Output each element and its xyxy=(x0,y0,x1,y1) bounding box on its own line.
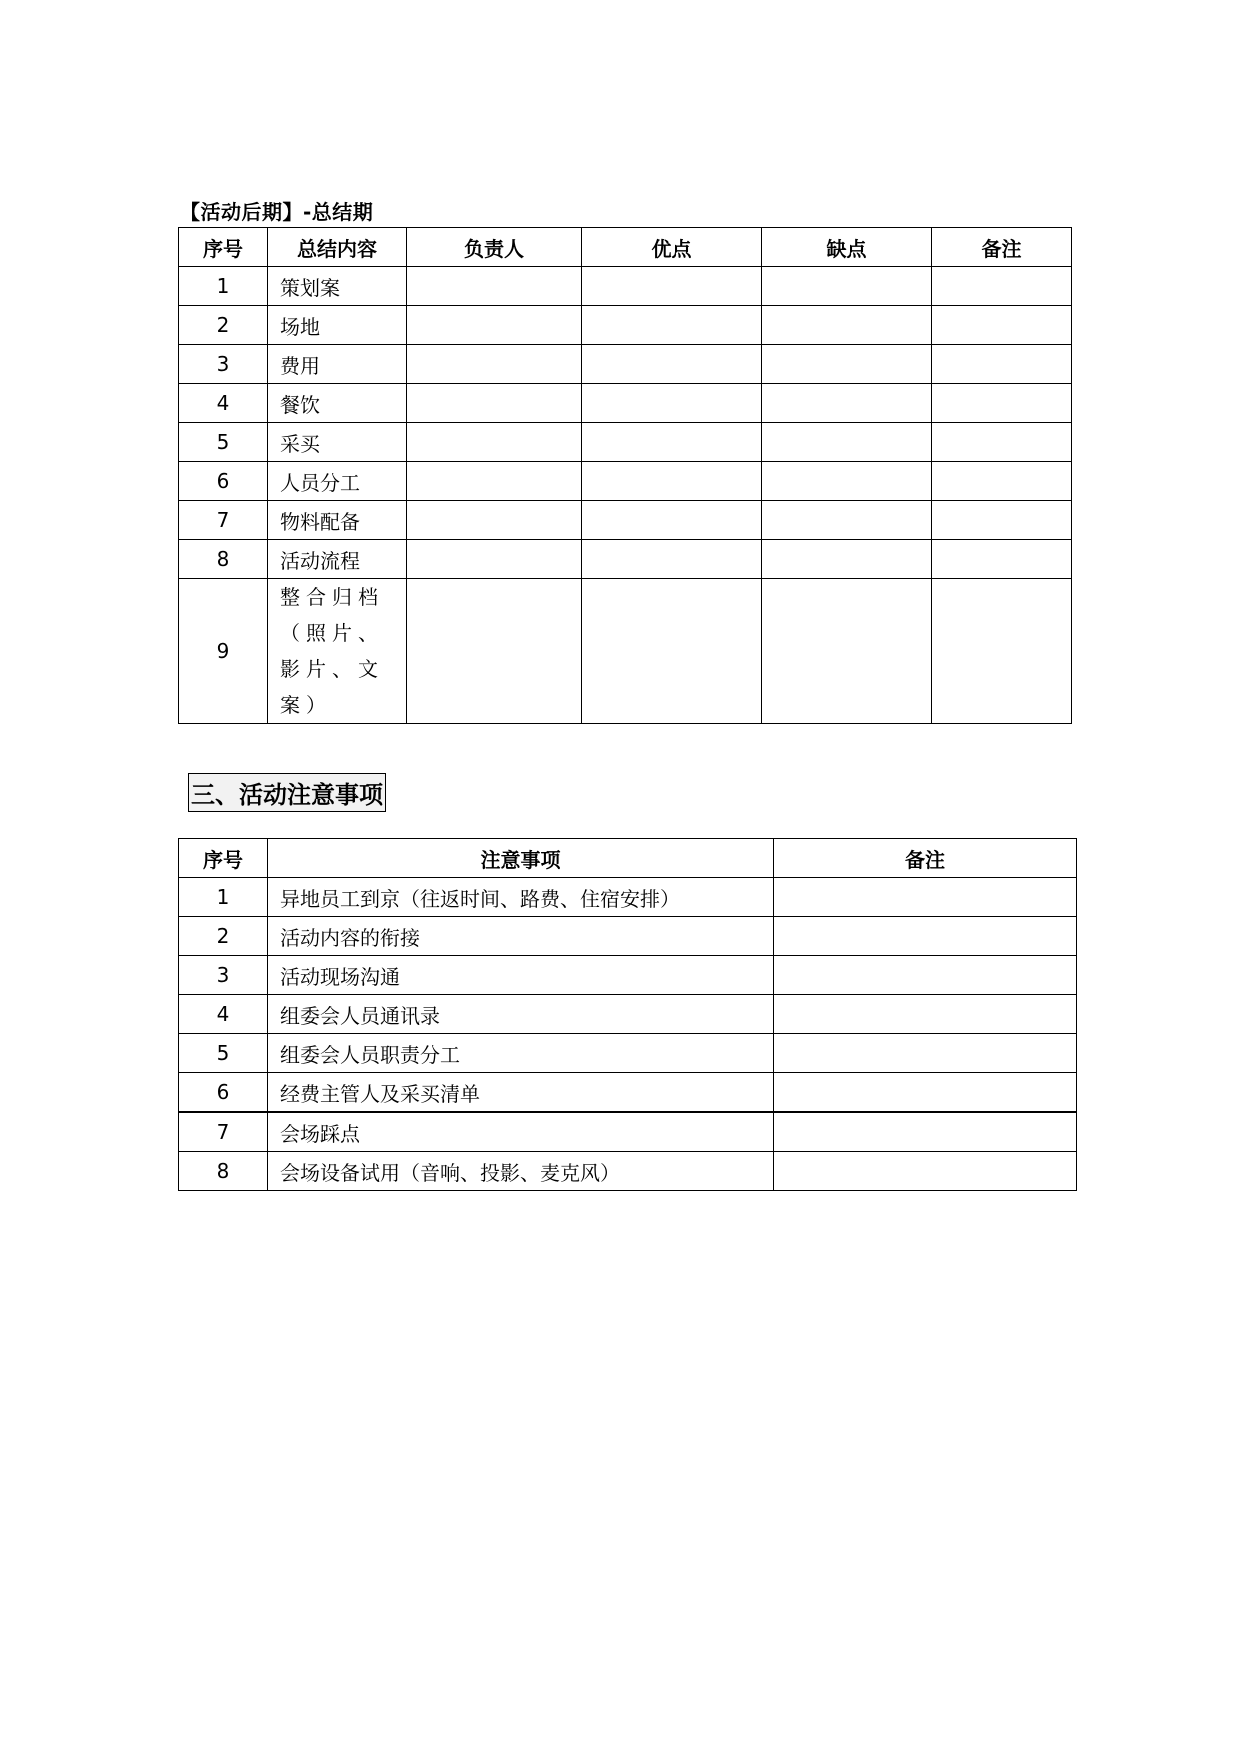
row-number: 7 xyxy=(179,501,268,540)
table-row xyxy=(179,579,1072,724)
cons-cell[interactable] xyxy=(762,345,932,384)
remarks-cell[interactable] xyxy=(774,1152,1077,1191)
remarks-cell[interactable] xyxy=(932,306,1072,345)
note-item: 活动现场沟通 xyxy=(268,956,774,995)
summary-content: 人员分工 xyxy=(268,462,407,501)
table-row xyxy=(179,917,1077,956)
summary-content: 场地 xyxy=(268,306,407,345)
notes-table xyxy=(178,838,1077,1191)
remarks-cell[interactable] xyxy=(774,1112,1077,1152)
cons-cell[interactable] xyxy=(762,462,932,501)
table-row xyxy=(179,1034,1077,1073)
column-header: 总结内容 xyxy=(268,228,407,267)
cons-cell[interactable] xyxy=(762,267,932,306)
remarks-cell[interactable] xyxy=(774,917,1077,956)
summary-section-label: 【活动后期】-总结期 xyxy=(180,200,374,224)
remarks-cell[interactable] xyxy=(932,267,1072,306)
summary-table xyxy=(178,227,1072,724)
remarks-cell[interactable] xyxy=(932,540,1072,579)
row-number: 5 xyxy=(179,1034,268,1073)
remarks-cell[interactable] xyxy=(774,1034,1077,1073)
column-header: 序号 xyxy=(179,839,268,878)
table-row xyxy=(179,995,1077,1034)
row-number: 3 xyxy=(179,956,268,995)
owner-cell[interactable] xyxy=(407,306,582,345)
summary-content: 物料配备 xyxy=(268,501,407,540)
remarks-cell[interactable] xyxy=(774,956,1077,995)
note-item: 活动内容的衔接 xyxy=(268,917,774,956)
table-row xyxy=(179,540,1072,579)
remarks-cell[interactable] xyxy=(774,878,1077,917)
pros-cell[interactable] xyxy=(582,267,762,306)
summary-content: 费用 xyxy=(268,345,407,384)
column-header: 备注 xyxy=(774,839,1077,878)
cons-cell[interactable] xyxy=(762,579,932,724)
table-header-row xyxy=(179,228,1072,267)
pros-cell[interactable] xyxy=(582,462,762,501)
table-row xyxy=(179,878,1077,917)
row-number: 4 xyxy=(179,995,268,1034)
owner-cell[interactable] xyxy=(407,579,582,724)
table-row xyxy=(179,423,1072,462)
row-number: 5 xyxy=(179,423,268,462)
table-row xyxy=(179,956,1077,995)
notes-section-heading: 三、活动注意事项 xyxy=(188,773,386,812)
row-number: 1 xyxy=(179,267,268,306)
column-header: 备注 xyxy=(932,228,1072,267)
column-header: 负责人 xyxy=(407,228,582,267)
owner-cell[interactable] xyxy=(407,501,582,540)
remarks-cell[interactable] xyxy=(932,345,1072,384)
owner-cell[interactable] xyxy=(407,267,582,306)
note-item: 经费主管人及采买清单 xyxy=(268,1073,774,1113)
pros-cell[interactable] xyxy=(582,423,762,462)
column-header: 缺点 xyxy=(762,228,932,267)
note-item: 组委会人员职责分工 xyxy=(268,1034,774,1073)
owner-cell[interactable] xyxy=(407,423,582,462)
summary-content: 整合归档（照片、影片、文案） xyxy=(268,579,407,724)
row-number: 9 xyxy=(179,579,268,724)
note-item: 会场踩点 xyxy=(268,1112,774,1152)
owner-cell[interactable] xyxy=(407,462,582,501)
cons-cell[interactable] xyxy=(762,540,932,579)
row-number: 6 xyxy=(179,1073,268,1113)
pros-cell[interactable] xyxy=(582,540,762,579)
remarks-cell[interactable] xyxy=(932,423,1072,462)
table-row xyxy=(179,1073,1077,1113)
remarks-cell[interactable] xyxy=(932,384,1072,423)
pros-cell[interactable] xyxy=(582,579,762,724)
row-number: 6 xyxy=(179,462,268,501)
cons-cell[interactable] xyxy=(762,306,932,345)
summary-content: 采买 xyxy=(268,423,407,462)
pros-cell[interactable] xyxy=(582,501,762,540)
note-item: 会场设备试用（音响、投影、麦克风） xyxy=(268,1152,774,1191)
column-header: 优点 xyxy=(582,228,762,267)
cons-cell[interactable] xyxy=(762,384,932,423)
pros-cell[interactable] xyxy=(582,345,762,384)
note-item: 组委会人员通讯录 xyxy=(268,995,774,1034)
table-row xyxy=(179,1112,1077,1152)
remarks-cell[interactable] xyxy=(932,462,1072,501)
owner-cell[interactable] xyxy=(407,345,582,384)
row-number: 8 xyxy=(179,540,268,579)
row-number: 4 xyxy=(179,384,268,423)
row-number: 3 xyxy=(179,345,268,384)
row-number: 7 xyxy=(179,1112,268,1152)
row-number: 8 xyxy=(179,1152,268,1191)
column-header: 注意事项 xyxy=(268,839,774,878)
note-item: 异地员工到京（往返时间、路费、住宿安排） xyxy=(268,878,774,917)
owner-cell[interactable] xyxy=(407,540,582,579)
row-number: 1 xyxy=(179,878,268,917)
table-header-row xyxy=(179,839,1077,878)
pros-cell[interactable] xyxy=(582,306,762,345)
column-header: 序号 xyxy=(179,228,268,267)
table-row xyxy=(179,1152,1077,1191)
remarks-cell[interactable] xyxy=(774,995,1077,1034)
summary-content: 餐饮 xyxy=(268,384,407,423)
table-row xyxy=(179,345,1072,384)
table-row xyxy=(179,267,1072,306)
remarks-cell[interactable] xyxy=(932,501,1072,540)
cons-cell[interactable] xyxy=(762,423,932,462)
owner-cell[interactable] xyxy=(407,384,582,423)
remarks-cell[interactable] xyxy=(774,1073,1077,1113)
table-row xyxy=(179,462,1072,501)
table-row xyxy=(179,384,1072,423)
remarks-cell[interactable] xyxy=(932,579,1072,724)
summary-content: 策划案 xyxy=(268,267,407,306)
table-row xyxy=(179,306,1072,345)
cons-cell[interactable] xyxy=(762,501,932,540)
table-row xyxy=(179,501,1072,540)
row-number: 2 xyxy=(179,917,268,956)
summary-content: 活动流程 xyxy=(268,540,407,579)
pros-cell[interactable] xyxy=(582,384,762,423)
row-number: 2 xyxy=(179,306,268,345)
